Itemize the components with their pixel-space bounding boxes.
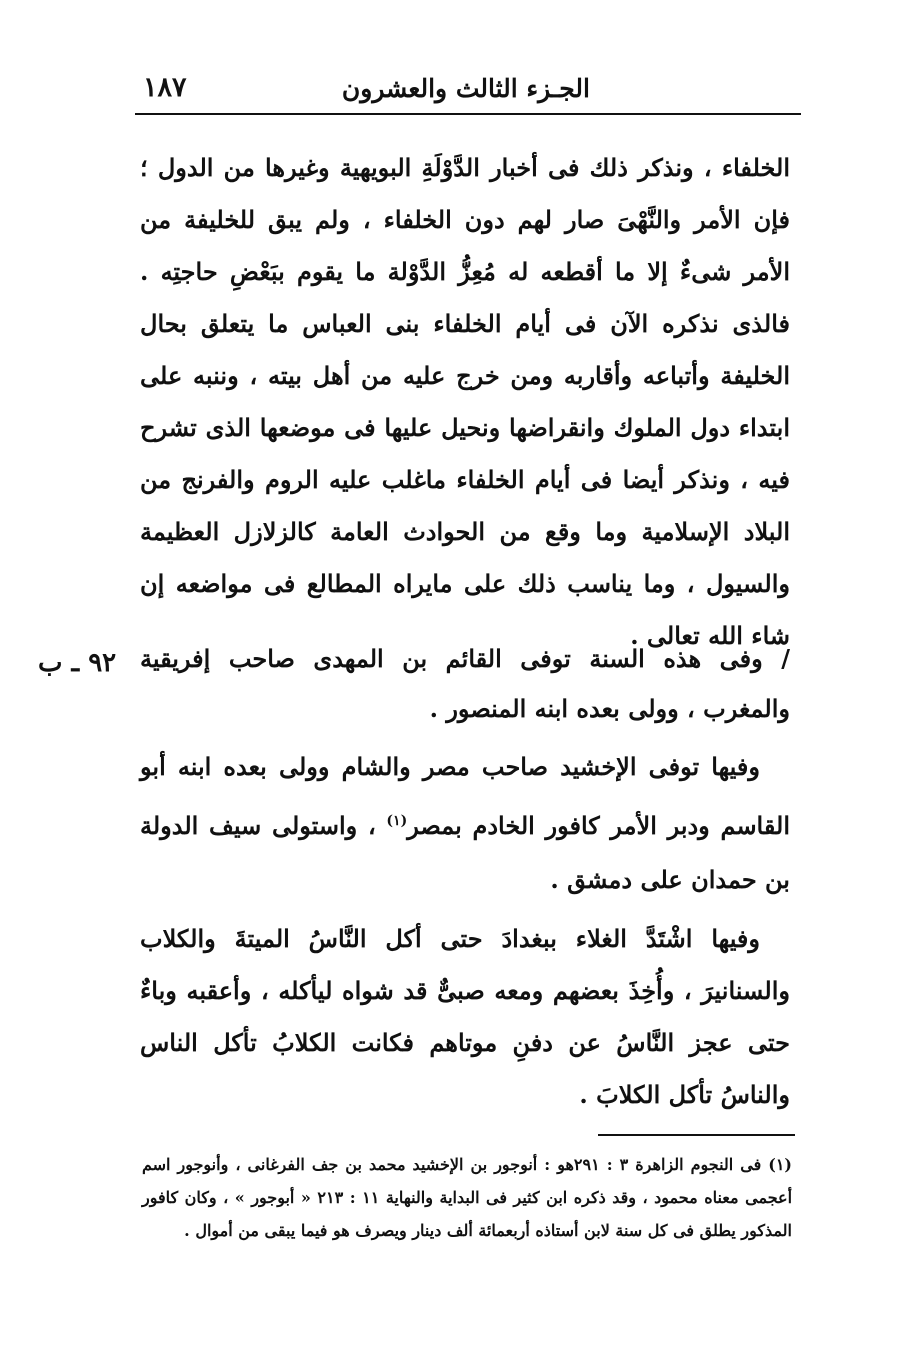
paragraph-4-text: وفيها اشْتَدَّ الغلاء ببغدادَ حتى أكل النَّاسُ الميتةَ والكلاب والسنانيرَ ، وأُخِذَ بعضهم ومعه صبىٌّ قد شواه ليأكله ، وأعقبه وباءٌ حتى عجز النَّاسُ عن دفنِ موتاهم فكانت الكلابُ تأكل الناس والناسُ تأكل الكلابَ . bbox=[140, 924, 790, 1109]
footnote-rule bbox=[598, 1134, 795, 1136]
page-number: ١٨٧ bbox=[143, 72, 187, 103]
running-title: الجـزء الثالث والعشرون bbox=[341, 74, 590, 103]
footnote: (١) فى النجوم الزاهرة ٣ : ٢٩١هو : أنوجور بن الإخشيد محمد بن جف الفرغانى ، وأنوجور اسم أعجمى معناه محمود ، وقد ذكره ابن كثير فى البداية والنهاية ١١ : ٢١٣ « أبوجور » ، وكان كافور المذكور يطلق فى كل سنة لابن أستاذه أربعمائة ألف دينار ويصرف هو فيما يبقى من أموال . bbox=[142, 1155, 793, 1240]
manuscript-folio-note: ٩٢ ـ ب bbox=[38, 648, 117, 678]
paragraph-3-text-b: ، واستولى سيف الدولة بن حمدان على دمشق . bbox=[140, 811, 790, 894]
paragraph-2: / وفى هذه السنة توفى القائم بن المهدى صاحب إفريقية والمغرب ، وولى بعده ابنه المنصور . bbox=[140, 644, 790, 723]
paragraph-4 bbox=[140, 913, 790, 1121]
paragraph-3-text-a: وفيها توفى الإخشيد صاحب مصر والشام وولى بعده ابنه أبو القاسم ودبر الأمر كافور الخادم بمصر bbox=[140, 752, 790, 840]
paragraph-3 bbox=[140, 740, 790, 907]
paragraph-1: الخلفاء ، ونذكر ذلك فى أخبار الدَّوْلَةِ البويهية وغيرها من الدول ؛ فإن الأمر والنَّهْىَ صار لهم دون الخلفاء ، ولم يبق للخليفة من الأمر شىءٌ إلا ما أقطعه له مُعِزُّ الدَّوْلة ما يقوم ببَعْضِ حاجتِه . فالذى نذكره الآن فى أيام الخلفاء بنى العباس ما يتعلق بحال الخليفة وأتباعه وأقاربه ومن خرج عليه من أهل بيته ، وننبه على ابتداء دول الملوك وانقراضها ونحيل عليها فى موضعها الذى تشرح فيه ، ونذكر أيضا فى أيام الخلفاء ماغلب عليه الروم والفرنج من البلاد الإسلامية وما وقع من الحوادث العامة كالزلازل العظيمة والسيول ، وما يناسب ذلك على مايراه المطالع فى مواضعه إن شاء الله تعالى . bbox=[140, 153, 790, 650]
header-rule bbox=[135, 113, 801, 115]
page-header bbox=[135, 70, 800, 110]
footnote-reference: (١) bbox=[386, 813, 408, 829]
